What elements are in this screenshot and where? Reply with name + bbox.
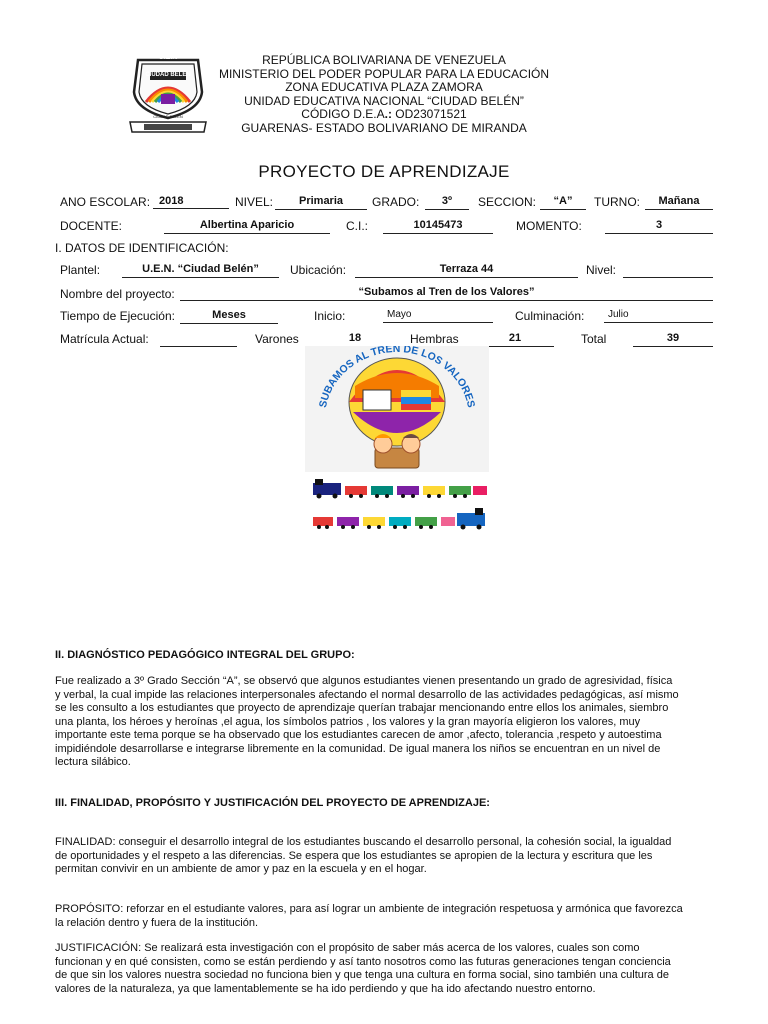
turno-label: TURNO:	[594, 195, 640, 209]
finalidad-line: de oportunidades y el respeto a las diferencias. Se espera que los estudiantes se apropien de la lectura y escritura que les	[55, 849, 653, 862]
dea-label: CÓDIGO D.E.A	[301, 107, 385, 121]
proposito-line: la relación dentro y fuera de la institución.	[55, 916, 259, 929]
diagnostico-line: impidiéndole desarrollarse e integrarse libremente en la comunidad. De igual manera los niños se encuentran en un nivel de	[55, 742, 661, 755]
diagnostico-line: se les consulto a los estudiantes que proyecto de aprendizaje querían trabajar mencionando entre ellos los animales, siembro	[55, 702, 669, 714]
proposito-paragraph	[55, 903, 714, 930]
diagnostico-line: una planta, los héroes y heroínas ,el agua, los símbolos patrios , los valores y la gran mayoría eligieron los valores, muy	[55, 715, 641, 728]
docente-value: Albertina Aparicio	[164, 219, 330, 234]
justificacion-paragraph	[55, 942, 714, 996]
school-logo	[128, 52, 208, 136]
header-line-3: ZONA EDUCATIVA PLAZA ZAMORA	[285, 80, 483, 94]
ci-label: C.I.:	[346, 219, 369, 233]
ubicacion-value: Terraza 44	[355, 263, 578, 278]
hembras-value: 21	[476, 332, 554, 347]
culminacion-label: Culminación:	[515, 309, 585, 323]
header-line-5	[200, 108, 568, 122]
hembras-label: Hembras	[410, 332, 459, 346]
project-illustration	[305, 346, 489, 472]
diagnostico-line: Fue realizado a 3º Grado Sección “A”, se observó que algunos estudiantes vienen presentando un grado de agresividad, física	[55, 675, 673, 687]
total-label: Total	[581, 332, 607, 346]
momento-label: MOMENTO:	[516, 219, 582, 233]
ano-label: ANO ESCOLAR:	[60, 195, 151, 209]
varones-label: Varones	[255, 332, 299, 346]
dea-sep: .:	[384, 107, 392, 121]
finalidad-line: FINALIDAD: conseguir el desarrollo integral de los estudiantes buscando el desarrollo personal, la cohesión social, la igualdad	[55, 836, 672, 848]
page-title: PROYECTO DE APRENDIZAJE	[258, 162, 510, 181]
varones-value: 18	[316, 332, 394, 347]
tiempo-label: Tiempo de Ejecución:	[60, 309, 175, 323]
inicio-value: Mayo	[383, 309, 493, 323]
momento-value: 3	[605, 219, 713, 234]
grado-value: 3º	[425, 195, 469, 210]
culminacion-value: Julio	[604, 309, 713, 323]
proyecto-value: “Subamos al Tren de los Valores”	[180, 286, 713, 301]
header-line-4: UNIDAD EDUCATIVA NACIONAL “CIUDAD BELÉN”	[244, 93, 524, 108]
plantel-value: U.E.N. “Ciudad Belén”	[122, 263, 279, 278]
tiempo-value: Meses	[180, 309, 278, 324]
nivel-label: NIVEL:	[235, 195, 274, 209]
justificacion-line: JUSTIFICACIÓN: Se realizará esta investigación con el propósito de saber más acerca de los valores, cuales son como	[55, 942, 640, 954]
header-line-1: REPÚBLICA BOLIVARIANA DE VENEZUELA	[262, 53, 506, 67]
header-line-6: GUARENAS- ESTADO BOLIVARIANO DE MIRANDA	[241, 120, 527, 135]
inicio-label: Inicio:	[314, 309, 346, 323]
section-3-heading: III. FINALIDAD, PROPÓSITO Y JUSTIFICACIÓN DEL PROYECTO DE APRENDIZAJE:	[55, 797, 490, 809]
ubicacion-label: Ubicación:	[290, 263, 347, 277]
section-1-heading: I. DATOS DE IDENTIFICACIÓN:	[55, 241, 229, 255]
diagnostico-paragraph	[55, 675, 714, 770]
matricula-value	[160, 332, 237, 347]
seccion-value: “A”	[540, 195, 586, 210]
total-value: 39	[633, 332, 713, 347]
justificacion-line: funcionan y en qué consisten, como se están perdiendo y así tanto nosotros como las futuras generaciones tengan conciencia	[55, 955, 671, 968]
proyecto-label: Nombre del proyecto:	[60, 287, 175, 301]
document-header	[200, 54, 568, 135]
diagnostico-line: y verbal, la cual impide las relaciones interpersonales afectando el normal desarrollo de las actividades pedagógicas, así mismo	[55, 688, 679, 701]
diagnostico-line: lectura silábico.	[55, 756, 131, 768]
ci-value: 10145473	[383, 219, 493, 234]
justificacion-line: valores de la naturaleza, ya que lamentablemente se ha ido perdiendo y que ha ido afectando nuestro entorno.	[55, 982, 596, 995]
nivel-value: Primaria	[275, 195, 367, 210]
finalidad-paragraph	[55, 836, 714, 877]
diagnostico-line: importante este tema porque se ha observado que los estudiantes carecen de amor ,afecto, tolerancia ,respeto y autoestima	[55, 729, 662, 741]
train-graphic-1	[311, 479, 489, 499]
logo-name: CIUDAD BELÉN	[145, 72, 191, 78]
proposito-line: PROPÓSITO: reforzar en el estudiante valores, para así lograr un ambiente de integración respetuosa y armónica que favorezca	[55, 903, 683, 915]
nivel2-label: Nivel:	[586, 263, 617, 277]
matricula-label: Matrícula Actual:	[60, 332, 149, 346]
section-2-heading: II. DIAGNÓSTICO PEDAGÓGICO INTEGRAL DEL GRUPO:	[55, 649, 355, 661]
plantel-label: Plantel:	[60, 263, 101, 277]
header-line-2: MINISTERIO DEL PODER POPULAR PARA LA EDUCACIÓN	[218, 66, 550, 81]
justificacion-line: de que sin los valores nuestra sociedad no funciona bien y que tenga una cultura en forma social, sino también una cultura de	[55, 969, 669, 981]
dea-code: OD23071521	[391, 107, 467, 121]
seccion-label: SECCION:	[478, 195, 537, 209]
finalidad-line: permitan convivir en un ambiente de amor y paz en la escuela y en el hogar.	[55, 863, 427, 875]
ano-value: 2018	[153, 195, 229, 209]
grado-label: GRADO:	[372, 195, 420, 209]
nivel2-value	[623, 263, 713, 278]
docente-label: DOCENTE:	[60, 219, 123, 233]
logo-bottom-text: CIUDAD BELÉN	[153, 114, 183, 119]
train-graphic-2	[311, 508, 489, 530]
turno-value: Mañana	[645, 195, 713, 210]
logo-top-text: U.E.N	[158, 54, 178, 61]
balloon-arc-text: SUBAMOS AL TREN DE LOS VALORES	[316, 346, 478, 409]
